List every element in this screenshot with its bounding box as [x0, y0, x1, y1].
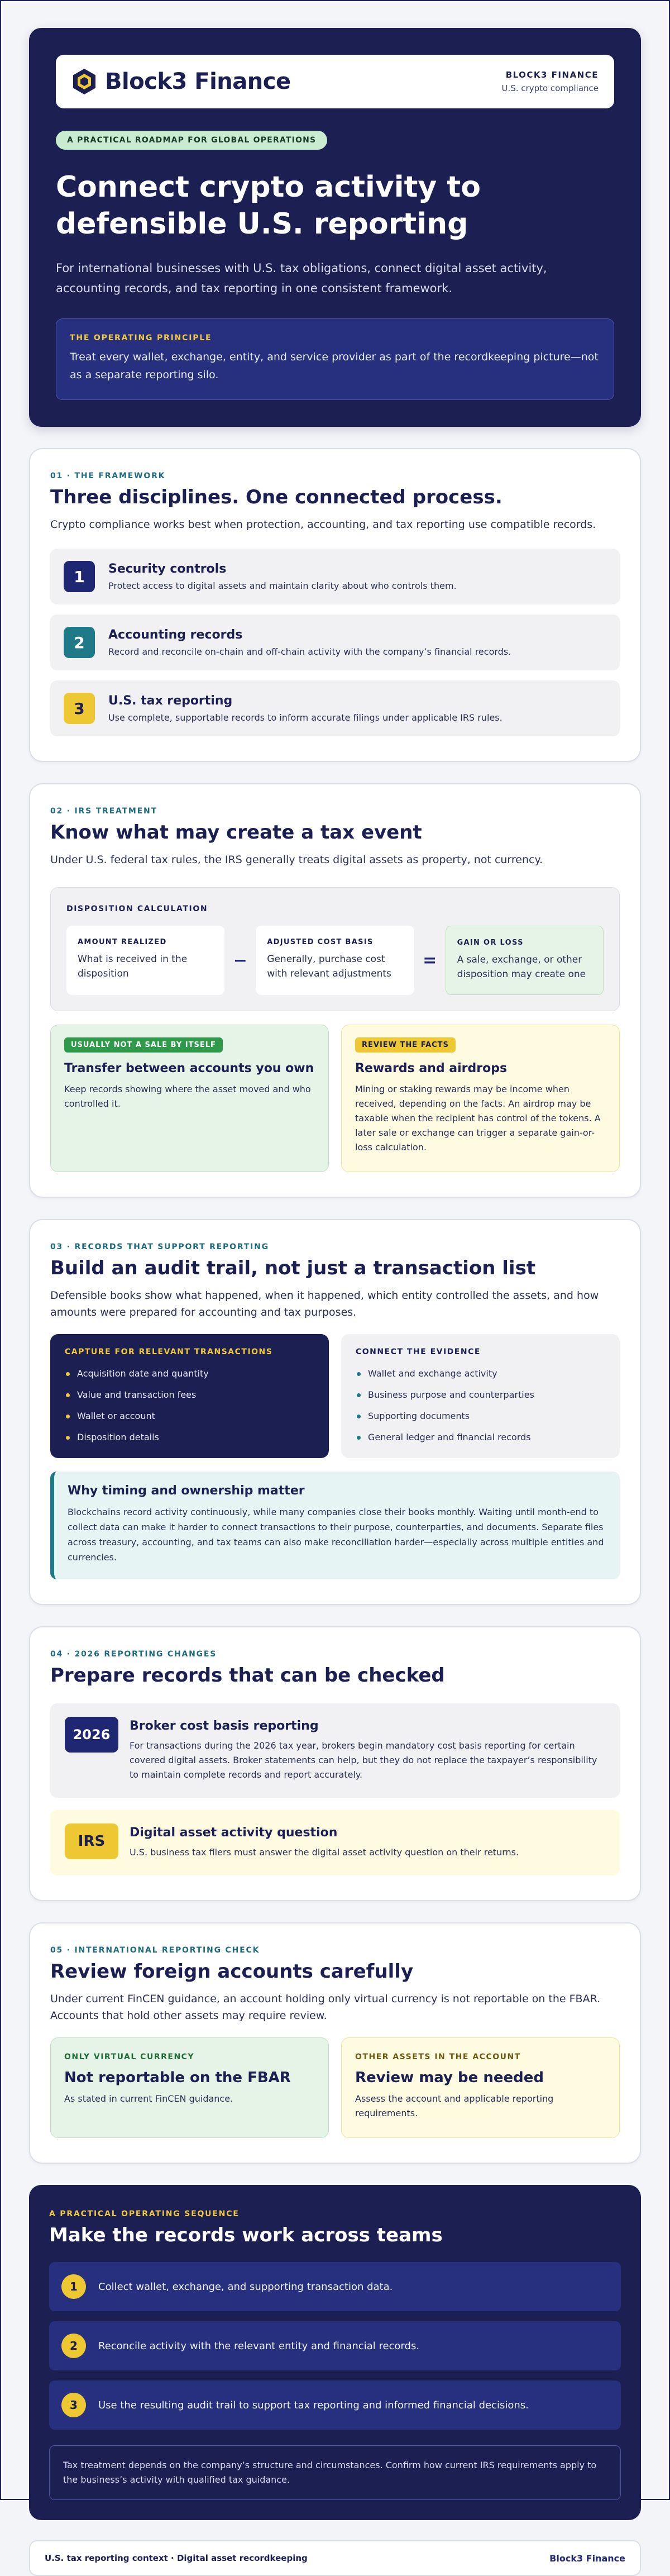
sequence-step-report	[49, 2380, 621, 2430]
equals-operator: =	[423, 950, 437, 970]
framework-item-accounting	[50, 615, 620, 670]
list-item: General ledger and financial records	[356, 1431, 605, 1444]
list-item: Acquisition date and quantity	[65, 1368, 314, 1380]
footer	[29, 2540, 641, 2576]
step-desc: Record and reconcile on-chain and off-chain activity with the company’s financial records.	[108, 646, 511, 657]
section-title: Three disciplines. One connected process.	[50, 486, 502, 508]
basis-text: Generally, purchase cost with relevant adjustments	[267, 954, 391, 979]
case-tag: USUALLY NOT A SALE BY ITSELF	[64, 1037, 223, 1053]
irs-treatment-section	[29, 783, 641, 1198]
section-eyebrow: 05 · INTERNATIONAL REPORTING CHECK	[50, 1946, 260, 1955]
brand-name: Block3 Finance	[105, 69, 291, 94]
rewards-case-card	[341, 1025, 620, 1172]
gain-text: A sale, exchange, or other disposition may create one	[457, 954, 586, 980]
step-number: 1	[61, 2274, 86, 2299]
framework-section	[29, 448, 641, 762]
other-assets-card	[341, 2037, 620, 2138]
section-subtitle: Crypto compliance works best when protection, accounting, and tax reporting use compatible records.	[50, 518, 596, 531]
basis-label: ADJUSTED COST BASIS	[267, 938, 374, 946]
callout-title: Why timing and ownership matter	[68, 1484, 305, 1498]
brand[interactable]	[71, 68, 291, 96]
step-desc: Protect access to digital assets and maintain clarity about who controls them.	[108, 580, 457, 591]
timing-callout	[50, 1472, 620, 1579]
calc-label: DISPOSITION CALCULATION	[66, 904, 208, 913]
minus-operator: −	[233, 950, 247, 970]
framework-list	[50, 549, 620, 736]
step-text: Collect wallet, exchange, and supporting transaction data.	[98, 2280, 393, 2293]
hero-title-line1: Connect crypto activity to	[56, 170, 481, 204]
step-title: Accounting records	[108, 628, 243, 642]
item-desc: For transactions during the 2026 tax year, brokers begin mandatory cost basis reporting for certain covered digital assets. Broker statements can help, but they do not replace the taxpayer’s responsibility to maintain complete records and report accurately.	[130, 1740, 597, 1780]
foreign-accounts-section	[29, 1922, 641, 2164]
step-number: 3	[64, 693, 95, 724]
section-eyebrow: 02 · IRS TREATMENT	[50, 807, 157, 816]
section-subtitle: Under U.S. federal tax rules, the IRS generally treats digital assets as property, not currency.	[50, 854, 543, 866]
step-desc: Use complete, supportable records to inform accurate filings under applicable IRS rules.	[108, 712, 502, 723]
sequence-step-reconcile	[49, 2321, 621, 2370]
disposition-calculation	[50, 887, 620, 1011]
section-title: Review foreign accounts carefully	[50, 1960, 414, 1983]
case-title: Transfer between accounts you own	[64, 1061, 314, 1075]
hero-title	[56, 169, 614, 242]
fbar-cases	[50, 2037, 620, 2138]
case-desc: Keep records showing where the asset moved and who controlled it.	[64, 1084, 311, 1109]
list-item: Wallet or account	[65, 1410, 314, 1422]
gain-loss-box	[446, 926, 604, 995]
fbar-title: Review may be needed	[355, 2069, 544, 2086]
connect-label: CONNECT THE EVIDENCE	[356, 1347, 481, 1356]
virtual-currency-card	[50, 2037, 329, 2138]
operating-sequence-section	[29, 2185, 641, 2520]
amount-label: AMOUNT REALIZED	[78, 938, 167, 946]
step-number: 3	[61, 2393, 86, 2417]
capture-card	[50, 1334, 329, 1458]
fbar-label: ONLY VIRTUAL CURRENCY	[64, 2053, 195, 2061]
hero-title-line2: defensible U.S. reporting	[56, 207, 468, 241]
brand-tagline	[501, 70, 599, 93]
capture-list	[65, 1368, 314, 1444]
list-item: Supporting documents	[356, 1410, 605, 1422]
sequence-list	[49, 2262, 621, 2430]
hero-section	[29, 28, 641, 427]
item-title: Broker cost basis reporting	[130, 1719, 319, 1733]
brand-right-title: BLOCK3 FINANCE	[505, 70, 599, 80]
step-text: Reconcile activity with the relevant entity and financial records.	[98, 2340, 420, 2352]
content-wrap	[29, 1, 641, 2576]
principle-label: THE OPERATING PRINCIPLE	[70, 334, 212, 342]
gain-label: GAIN OR LOSS	[457, 939, 524, 947]
step-title: Security controls	[108, 562, 227, 576]
section-eyebrow: 04 · 2026 REPORTING CHANGES	[50, 1650, 217, 1659]
activity-question-item	[50, 1810, 620, 1875]
footer-brand-link[interactable]: Block3 Finance	[549, 2553, 625, 2564]
connect-card	[341, 1334, 620, 1458]
amount-realized-box	[66, 926, 224, 995]
irs-badge: IRS	[65, 1823, 118, 1859]
audit-trail-section	[29, 1219, 641, 1605]
year-badge: 2026	[65, 1717, 118, 1753]
section-subtitle: Under current FinCEN guidance, an account holding only virtual currency is not reportable on the FBAR. Accounts that hold other assets may require review.	[50, 1993, 601, 2022]
callout-text: Blockchains record activity continuously, while many companies close their books monthly. Waiting until month-end to collect data can make it harder to connect transactions to their purpose, counterparties, and documents. Separate files across treasury, accounting, and tax teams can also make reconciliation harder—especially across multiple entities and currencies.	[68, 1507, 604, 1563]
case-tag: REVIEW THE FACTS	[355, 1037, 456, 1053]
amount-text: What is received in the disposition	[78, 954, 188, 979]
fbar-title: Not reportable on the FBAR	[64, 2069, 291, 2086]
fbar-label: OTHER ASSETS IN THE ACCOUNT	[355, 2053, 521, 2061]
step-number: 2	[61, 2334, 86, 2358]
disclaimer-note: Tax treatment depends on the company’s structure and circumstances. Confirm how current IRS requirements apply to the business’s activity with qualified tax guidance.	[49, 2445, 621, 2500]
framework-item-tax	[50, 680, 620, 736]
cost-basis-box	[256, 926, 414, 995]
case-desc: Mining or staking rewards may be income when received, depending on the facts. An airdrop may be taxable when the recipient has control of the tokens. A later sale or exchange can trigger a separate gain-or-loss calculation.	[355, 1084, 601, 1153]
block3-logo-icon	[71, 68, 97, 96]
audit-columns	[50, 1334, 620, 1458]
principle-text: Treat every wallet, exchange, entity, and service provider as part of the recordkeeping picture—not as a separate reporting silo.	[70, 351, 599, 381]
fbar-desc: As stated in current FinCEN guidance.	[64, 2093, 233, 2104]
brand-bar	[56, 55, 614, 108]
section-title: Prepare records that can be checked	[50, 1664, 445, 1687]
sequence-step-collect	[49, 2262, 621, 2311]
irs-cases	[50, 1025, 620, 1172]
connect-list	[356, 1368, 605, 1444]
section-title: Make the records work across teams	[49, 2224, 443, 2246]
list-item: Value and transaction fees	[65, 1389, 314, 1401]
framework-item-security	[50, 549, 620, 604]
broker-reporting-item	[50, 1703, 620, 1798]
item-title: Digital asset activity question	[130, 1826, 338, 1840]
calc-equation	[66, 926, 604, 995]
section-eyebrow: 03 · RECORDS THAT SUPPORT REPORTING	[50, 1242, 269, 1251]
section-title: Build an audit trail, not just a transaction list	[50, 1257, 536, 1279]
section-eyebrow: A PRACTICAL OPERATING SEQUENCE	[49, 2210, 240, 2218]
reporting-changes-section	[29, 1626, 641, 1901]
case-title: Rewards and airdrops	[355, 1061, 508, 1075]
hero-lead: For international businesses with U.S. tax obligations, connect digital asset activity, accounting records, and tax reporting in one consistent framework.	[56, 261, 547, 295]
brand-right-subtitle: U.S. crypto compliance	[501, 83, 599, 93]
section-title: Know what may create a tax event	[50, 821, 422, 844]
transfer-case-card	[50, 1025, 329, 1172]
list-item: Wallet and exchange activity	[356, 1368, 605, 1380]
list-item: Business purpose and counterparties	[356, 1389, 605, 1401]
item-desc: U.S. business tax filers must answer the digital asset activity question on their returns.	[130, 1847, 519, 1858]
operating-principle	[56, 318, 614, 400]
section-subtitle: Defensible books show what happened, when it happened, which entity controlled the assets, and how amounts were prepared for accounting and tax purposes.	[50, 1289, 599, 1318]
list-item: Disposition details	[65, 1431, 314, 1444]
footer-context: U.S. tax reporting context · Digital asset recordkeeping	[45, 2553, 308, 2563]
hero-pill: A PRACTICAL ROADMAP FOR GLOBAL OPERATIONS	[56, 131, 327, 150]
capture-label: CAPTURE FOR RELEVANT TRANSACTIONS	[65, 1347, 273, 1356]
step-title: U.S. tax reporting	[108, 694, 233, 708]
step-text: Use the resulting audit trail to support tax reporting and informed financial decisions.	[98, 2399, 529, 2411]
step-number: 1	[64, 561, 95, 592]
fbar-desc: Assess the account and applicable reporting requirements.	[355, 2093, 554, 2118]
step-number: 2	[64, 627, 95, 658]
section-eyebrow: 01 · THE FRAMEWORK	[50, 472, 166, 480]
